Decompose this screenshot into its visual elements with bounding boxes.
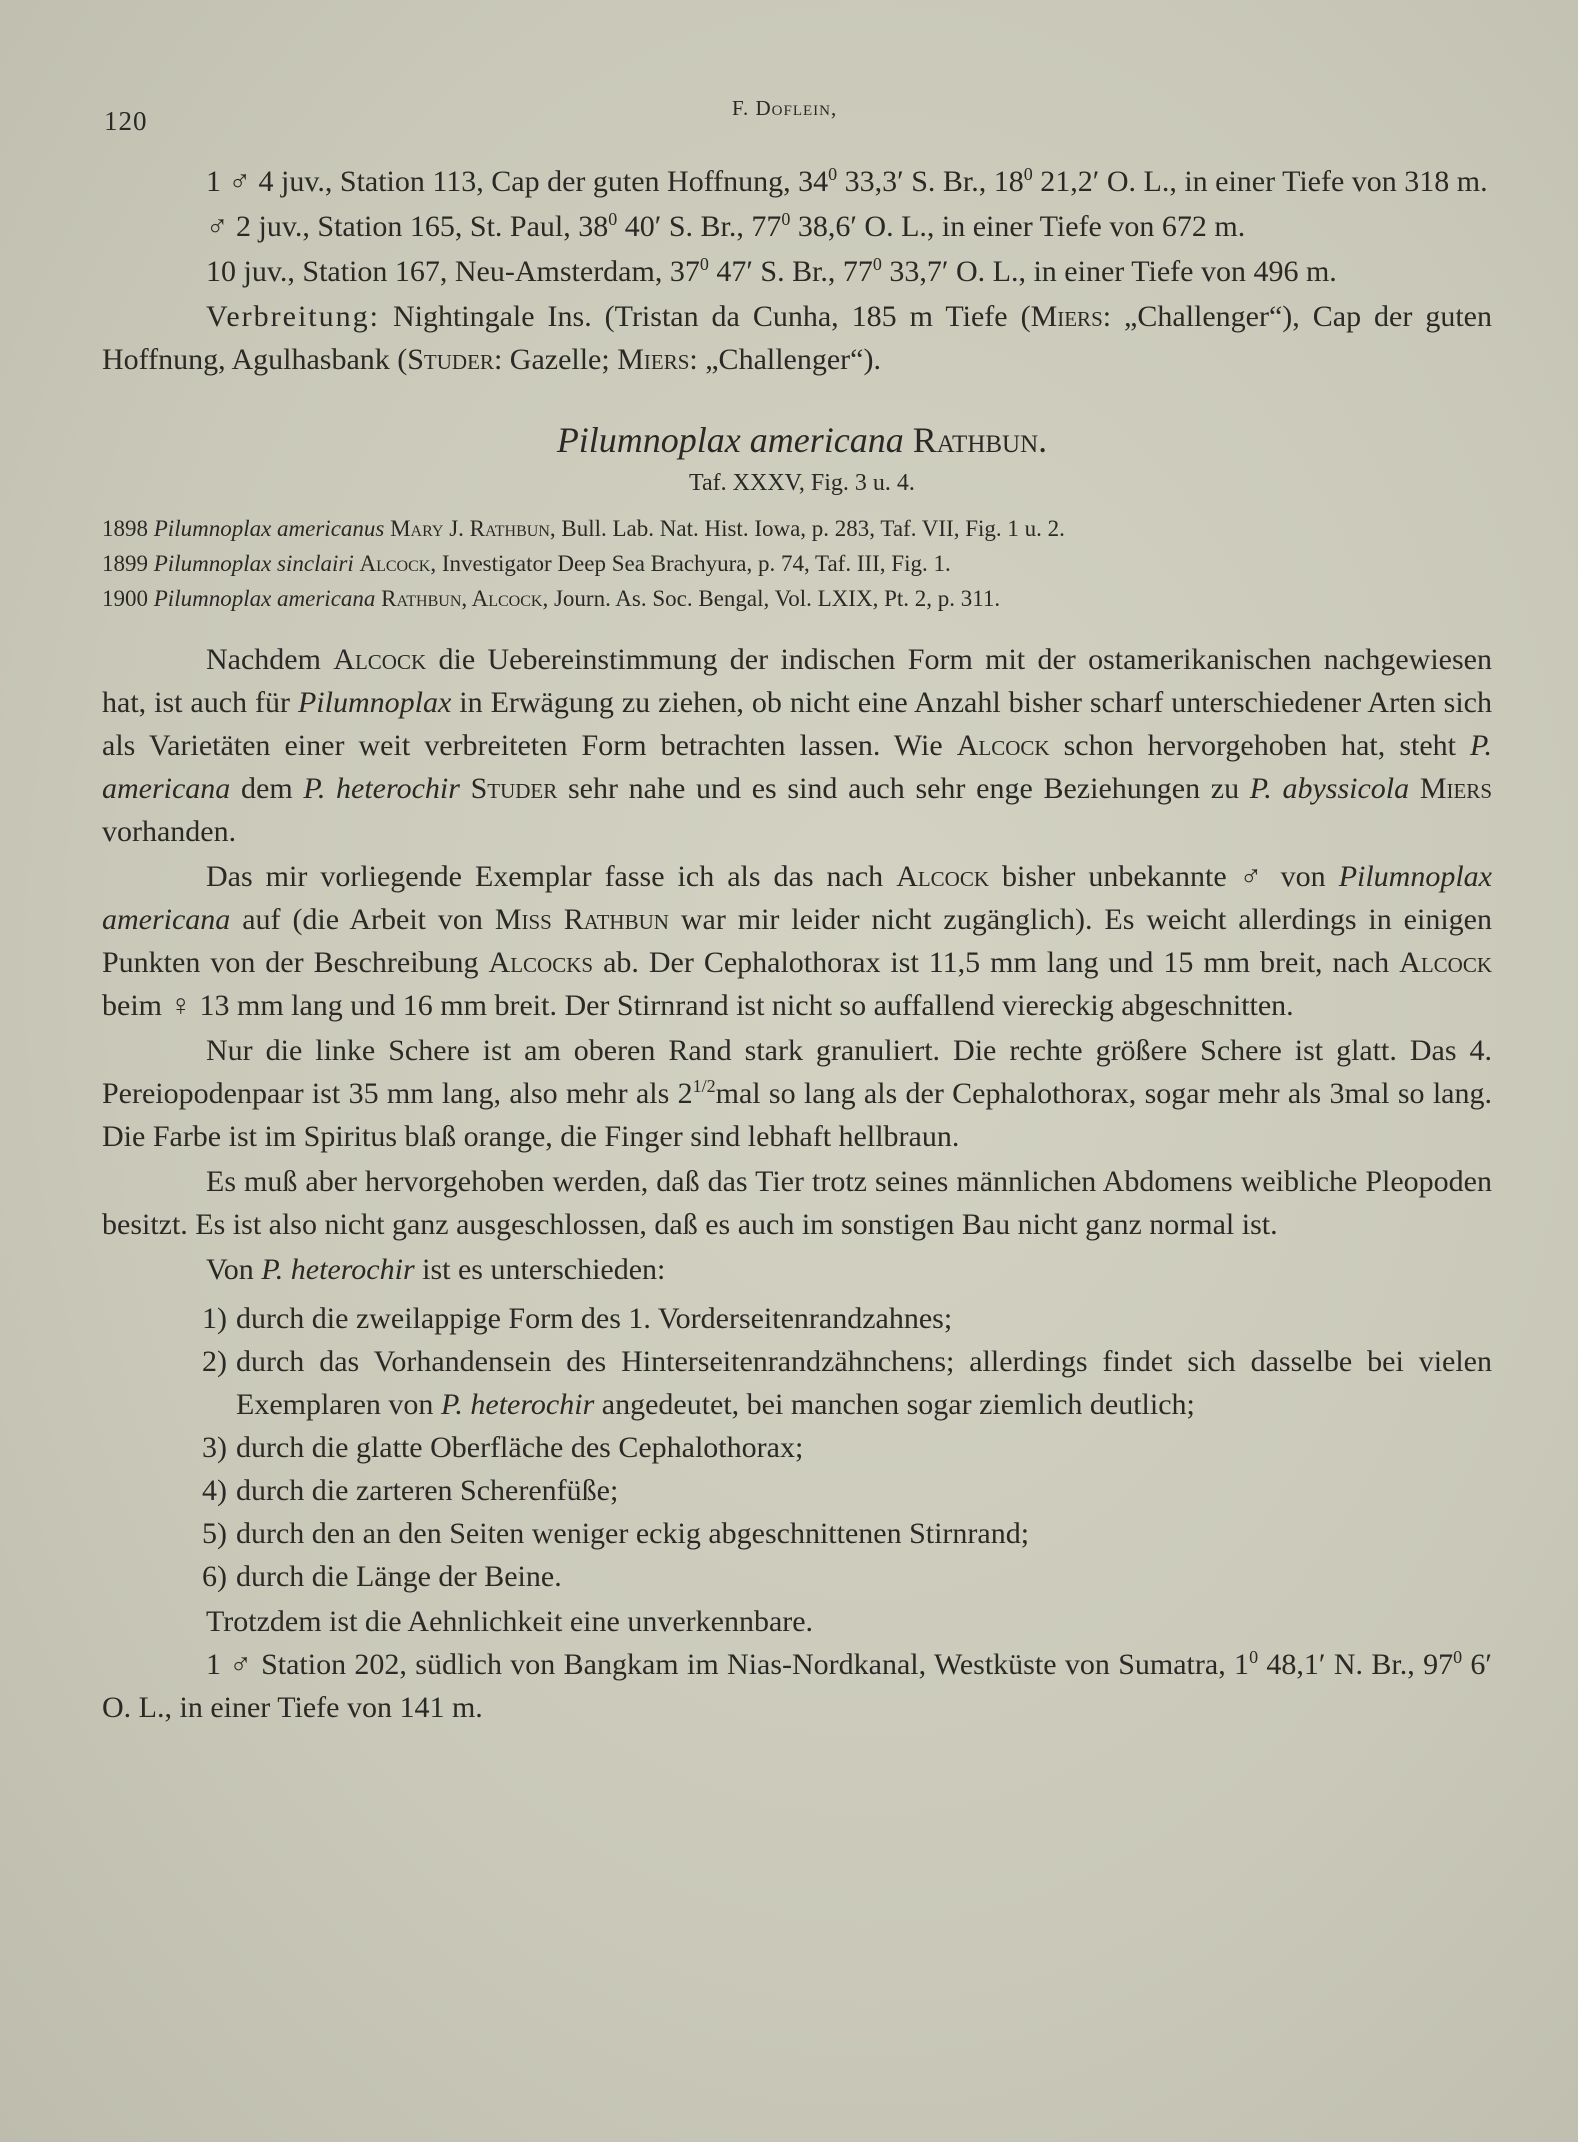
distribution-paragraph: Verbreitung: Nightingale Ins. (Tristan da Cunha, 185 m Tiefe (Miers: „Challenger“), Cap der guten Hoffnung, Agulhasbank (Studer: Gazelle; Miers: „Challenger“). bbox=[102, 300, 1492, 376]
station-record: 10 juv., Station 167, Neu-Amsterdam, $37^0$ 47′ S. Br., $77^0$ 33,7′ O. L., in einer Tiefe von 496 m. bbox=[206, 254, 1337, 288]
species-heading bbox=[102, 417, 1492, 463]
station-record: 1 ♂ Station 202, südlich von Bangkam im Nias-Nordkanal, Westküste von Sumatra, $1^0$ 48,1′ N. Br., $97^0$ 6′ O. L., in einer Tiefe von 141 m. bbox=[102, 1647, 1492, 1724]
list-item: 2) durch das Vorhandensein des Hinterseitenrandzähnchens; allerdings findet sich dasselbe bei vielen Exemplaren von P. heterochir angedeutet, bei manchen sogar ziemlich deutlich; bbox=[202, 1345, 1492, 1421]
paragraph: Das mir vorliegende Exemplar fasse ich als das nach Alcock bisher unbekannte ♂ von Pilumnoplax americana auf (die Arbeit von Miss Rathbun war mir leider nicht zugänglich). Es weicht allerdings in einigen Punkten von der Beschreibung Alcocks ab. Der Cephalothorax ist 11,5 mm lang und 15 mm breit, nach Alcock beim ♀ 13 mm lang und 16 mm breit. Der Stirnrand ist nicht so auffallend viereckig abgeschnitten. bbox=[102, 860, 1492, 1022]
paragraph: Es muß aber hervorgehoben werden, daß das Tier trotz seines männlichen Abdomens weibliche Pleopoden besitzt. Es ist also nicht ganz ausgeschlossen, daß es auch im sonstigen Bau nicht ganz normal ist. bbox=[102, 1165, 1492, 1241]
synonymy-entry: 1900 Pilumnoplax americana Rathbun, Alcock, Journ. As. Soc. Bengal, Vol. LXIX, Pt. 2, p. 311. bbox=[102, 586, 1001, 611]
difference-list bbox=[102, 1297, 1492, 1598]
synonymy-list bbox=[102, 511, 1492, 616]
list-item: 4) durch die zarteren Scherenfüße; bbox=[202, 1474, 619, 1507]
paragraph: Nachdem Alcock die Uebereinstimmung der indischen Form mit der ostamerikanischen nachgewiesen hat, ist auch für Pilumnoplax in Erwägung zu ziehen, ob nicht eine Anzahl bisher scharf unterschiedener Arten sich als Varietäten einer weit verbreiteten Form betrachten lassen. Wie Alcock schon hervorgehoben hat, steht P. americana dem P. heterochir Studer sehr nahe und es sind auch sehr enge Beziehungen zu P. abyssicola Miers vorhanden. bbox=[102, 643, 1493, 848]
plate-reference: Taf. XXXV, Fig. 3 u. 4. bbox=[689, 470, 915, 496]
page-number: 120 bbox=[104, 106, 148, 136]
list-item: 5) durch den an den Seiten weniger eckig abgeschnittenen Stirnrand; bbox=[202, 1517, 1030, 1550]
list-item: 1) durch die zweilappige Form des 1. Vorderseitenrandzahnes; bbox=[202, 1302, 953, 1335]
paragraph: Von P. heterochir ist es unterschieden: bbox=[206, 1253, 666, 1286]
running-head: F. Doflein, bbox=[732, 96, 838, 120]
paragraph: Nur die linke Schere ist am oberen Rand stark granuliert. Die rechte größere Schere ist glatt. Das 4. Pereiopodenpaar ist 35 mm lang, also mehr als $2^{1/2}mal$ so lang als der Cephalothorax, sogar mehr als 3mal so lang. Die Farbe ist im Spiritus blaß orange, die Finger sind lebhaft hellbraun. bbox=[102, 1034, 1492, 1153]
species-author: Rathbun. bbox=[912, 420, 1048, 460]
synonymy-entry: 1899 Pilumnoplax sinclairi Alcock, Investigator Deep Sea Brachyura, p. 74, Taf. III, Fig. 1. bbox=[102, 551, 951, 576]
synonymy-entry: 1898 Pilumnoplax americanus Mary J. Rathbun, Bull. Lab. Nat. Hist. Iowa, p. 283, Taf. VII, Fig. 1 u. 2. bbox=[102, 516, 1065, 541]
list-item: 6) durch die Länge der Beine. bbox=[202, 1560, 562, 1593]
station-record: 1 ♂ 4 juv., Station 113, Cap der guten Hoffnung, $34^0$ 33,3′ S. Br., $18^0$ 21,2′ O. L., in einer Tiefe von 318 m. bbox=[206, 164, 1488, 198]
list-item: 3) durch die glatte Oberfläche des Cephalothorax; bbox=[202, 1431, 804, 1464]
distribution-label: Verbreitung: bbox=[206, 300, 380, 333]
page-header bbox=[104, 96, 1478, 136]
page-body bbox=[102, 160, 1492, 1729]
species-name: Pilumnoplax americana bbox=[556, 420, 904, 460]
paragraph: Trotzdem ist die Aehnlichkeit eine unverkennbare. bbox=[206, 1605, 814, 1638]
station-record: ♂ 2 juv., Station 165, St. Paul, $38^0$ 40′ S. Br., $77^0$ 38,6′ O. L., in einer Tiefe von 672 m. bbox=[206, 209, 1246, 243]
